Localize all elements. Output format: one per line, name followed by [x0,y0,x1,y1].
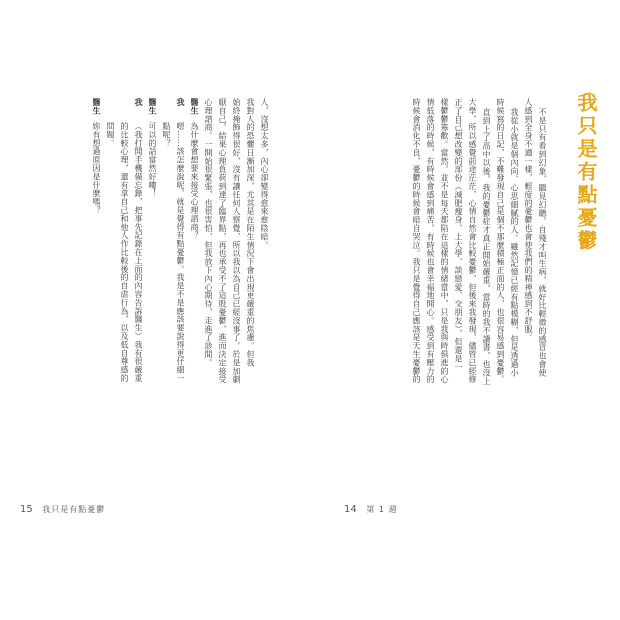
text-line: 我從小就是個內向、心思細膩的人。雖然記憶已經有點模糊，但是透過小 [510,108,519,377]
text-line: 不是只有看到幻象，聽見幻聽，自殘才叫生病，就好比輕微的感冒也會使 [538,108,547,377]
text-line: 正了自己想改變的部份（減肥瘦身、上大學、談戀愛、交朋友），但還是一 [454,98,463,372]
page-number: 15 [20,504,33,515]
text-line: （我打開手機備忘錄，把事先記錄在上面的內容告訴醫生）我有很嚴重 [134,122,143,383]
page-number: 14 [344,504,357,515]
text-line: 時候寫的日記，不難發現自己是個不那麼積極正面的人，也很容易感到憂鬱。 [496,98,505,384]
text-line: 人，沒想太多，內心卻變得愈來愈陰暗。 [260,98,269,250]
running-header: 第 1 週 [366,505,398,514]
text-line: 我對人的恐懼日漸加深，尤其是在陌生情況下會出現更嚴重的焦慮。但我 [246,98,255,367]
speaker-label: 我 [134,98,143,107]
speaker-label: 我 [176,98,185,107]
text-line: 問題。 [106,122,115,148]
speaker-label: 醫生 [148,98,157,115]
text-line: 心理諮商。一開始很緊張，也很害怕，但我放下內心期待，走進了診間。 [204,98,213,367]
text-line: 嗯……該怎麼說呢，就是覺得有點憂鬱。我是不是應該要說得更仔細一 [176,122,185,383]
left-page-footer [20,504,105,515]
text-line: 可以的話當然好嘍！ [148,122,157,198]
speaker-label: 醫生 [190,98,199,115]
text-line: 妳有想過原因是什麼嗎？ [92,122,101,215]
text-line: 直到上了高中以後，我的憂鬱症才真正開始嚴重，當時的我不讀書，也沒上 [482,108,491,386]
text-line: 厭自己，結果心理負荷到達了臨界點，再也承受不了這股憂鬱，進而決定接受 [218,98,227,384]
right-page-footer [344,504,397,515]
running-header: 我只是有點憂鬱 [42,505,106,514]
text-line: 人感到全身不適一樣，輕度的憂鬱也會使我們的精神感到不舒服。 [524,98,533,342]
text-line: 為什麼會想要來接受心理諮商？ [190,122,199,240]
text-line: 時候會消化不良，憂鬱的時候會暗自哭泣。我只是覺得自己應該是天生憂鬱的 [412,98,421,384]
text-line: 點呢？ [162,122,171,148]
speaker-label: 醫生 [92,98,101,115]
text-line: 大學，所以感覺前途茫茫，心情自然會比較憂鬱，但後來我發現，儘管已經修 [468,98,477,384]
text-line: 始終掩飾得很好，沒有讓任何人察覺，所以我以為自己已經沒事了。於是加劇 [232,98,241,384]
chapter-heading: 我只是有點憂鬱 [574,92,598,253]
text-line: 的比較心理，還有拿自己和他人作比較後的自虐行為，以及低自尊感的 [120,122,129,383]
text-line: 情低落的時候，有時候會感到痛苦，有時候也會幸福地開心。感受到有壓力的 [426,98,435,384]
text-line: 樣鬱鬱寡歡。當然，並不是每天都陷在這樣的情緒當中，只是我與時俱進的心 [440,98,449,384]
